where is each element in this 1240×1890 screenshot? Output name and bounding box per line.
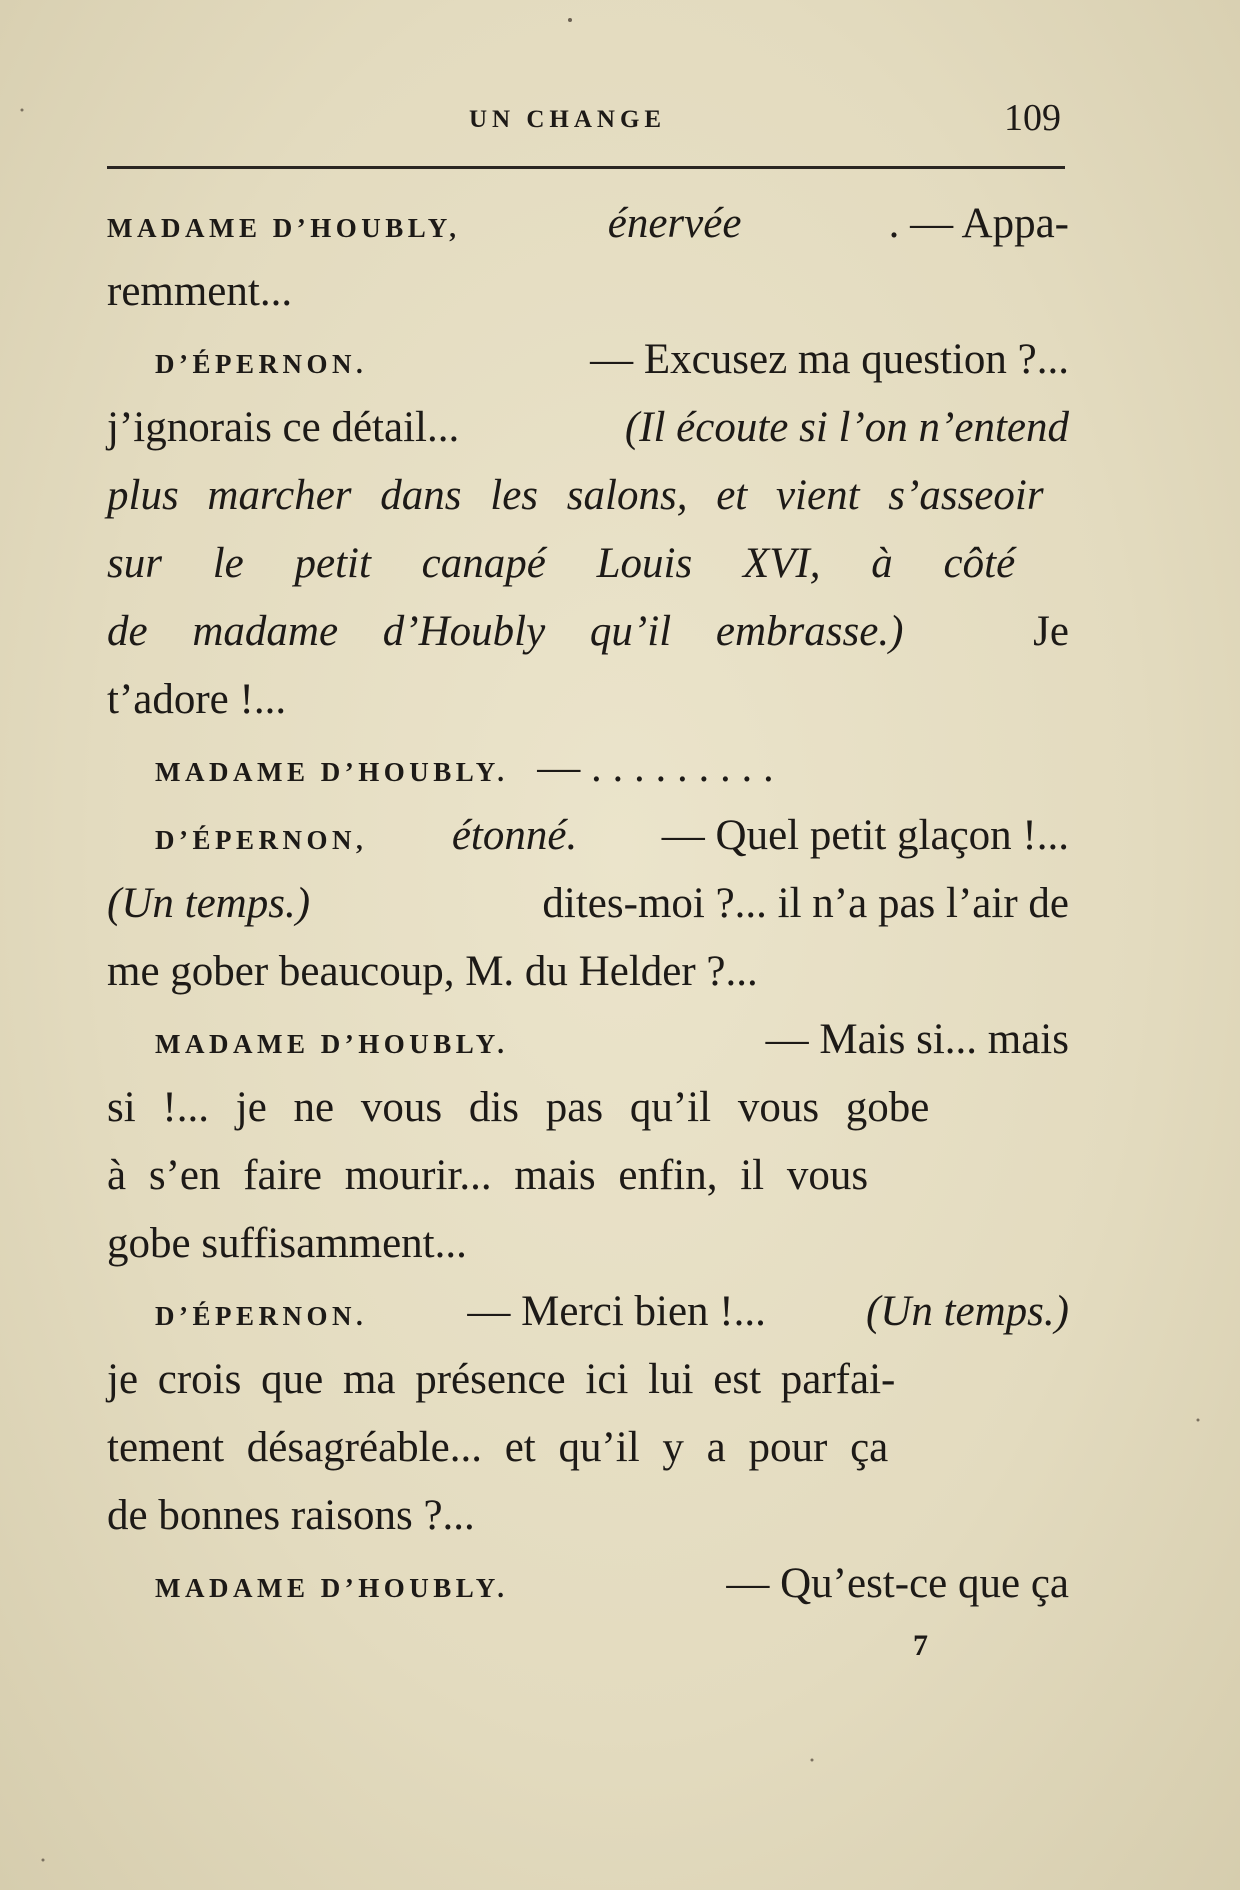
- line-text: t’adore !...: [107, 676, 287, 723]
- stage-direction: sur le petit canapé Louis XVI, à côté: [107, 540, 1016, 587]
- line-text: — Qu’est-ce que ça: [726, 1560, 1069, 1607]
- stage-direction: étonné.: [451, 812, 578, 859]
- stage-direction: (Il écoute si l’on n’entend: [624, 404, 1069, 451]
- text-line: [107, 1074, 1069, 1142]
- line-text: je crois que ma présence ici lui est parfai-: [107, 1356, 896, 1403]
- speaker-name: MADAME D’HOUBLY.: [155, 1029, 509, 1059]
- signature-mark: 7: [913, 1629, 928, 1662]
- stage-direction: énervée: [607, 200, 742, 247]
- line-text: — Merci bien !...: [467, 1288, 766, 1335]
- header-rule: [107, 166, 1065, 169]
- page-number: 109: [1004, 97, 1061, 139]
- text-line: [107, 598, 1069, 666]
- line-text: j’ignorais ce détail...: [107, 404, 460, 451]
- line-text: tement désagréable... et qu’il y a pour ça: [107, 1424, 889, 1471]
- text-line: [107, 1142, 1069, 1210]
- text-line: [107, 462, 1069, 530]
- stage-direction: de madame d’Houbly qu’il embrasse.): [107, 608, 904, 655]
- line-text: de bonnes raisons ?...: [107, 1492, 475, 1539]
- text-line: [107, 394, 1069, 462]
- speaker-name: D’ÉPERNON.: [155, 349, 368, 379]
- text-line: [107, 870, 1069, 938]
- line-text: remment...: [107, 268, 293, 315]
- line-text: . — Appa-: [888, 200, 1069, 247]
- line-text: — . . . . . . . . .: [537, 744, 774, 791]
- text-line: [107, 258, 1069, 326]
- text-line: [107, 802, 1069, 870]
- line-text: à s’en faire mourir... mais enfin, il vous: [107, 1152, 869, 1199]
- line-text: me gober beaucoup, M. du Helder ?...: [107, 948, 758, 995]
- speaker-name: D’ÉPERNON,: [155, 825, 368, 855]
- speaker-name: MADAME D’HOUBLY.: [155, 1573, 509, 1603]
- text-line: [107, 190, 1069, 258]
- text-line: [107, 1414, 1069, 1482]
- line-text: — Mais si... mais: [765, 1016, 1069, 1063]
- text-line: [107, 326, 1069, 394]
- stage-direction: plus marcher dans les salons, et vient s’asseoir: [107, 472, 1044, 519]
- line-text: si !... je ne vous dis pas qu’il vous gobe: [107, 1084, 930, 1131]
- text-line: [107, 1278, 1069, 1346]
- line-text: Je: [1033, 608, 1069, 655]
- line-text: — Excusez ma question ?...: [590, 336, 1069, 383]
- stage-direction: (Un temps.): [107, 880, 311, 927]
- text-line: [107, 1482, 1069, 1550]
- running-title: UN CHANGE: [469, 106, 667, 133]
- line-text: gobe suffisamment...: [107, 1220, 467, 1267]
- text-line: [107, 1550, 1069, 1618]
- stage-direction: (Un temps.): [865, 1288, 1069, 1335]
- speaker-name: MADAME D’HOUBLY.: [155, 757, 509, 787]
- text-line: [107, 938, 1069, 1006]
- text-line: [107, 666, 1069, 734]
- text-line: [107, 1210, 1069, 1278]
- running-head: [107, 96, 1069, 146]
- line-text: — Quel petit glaçon !...: [661, 812, 1069, 859]
- text-line: [107, 1346, 1069, 1414]
- line-text: dites-moi ?... il n’a pas l’air de: [542, 880, 1069, 927]
- speaker-name: MADAME D’HOUBLY,: [107, 213, 461, 243]
- text-line: [107, 734, 1069, 802]
- text-line: [107, 530, 1069, 598]
- speaker-name: D’ÉPERNON.: [155, 1301, 368, 1331]
- text-line: [107, 1006, 1069, 1074]
